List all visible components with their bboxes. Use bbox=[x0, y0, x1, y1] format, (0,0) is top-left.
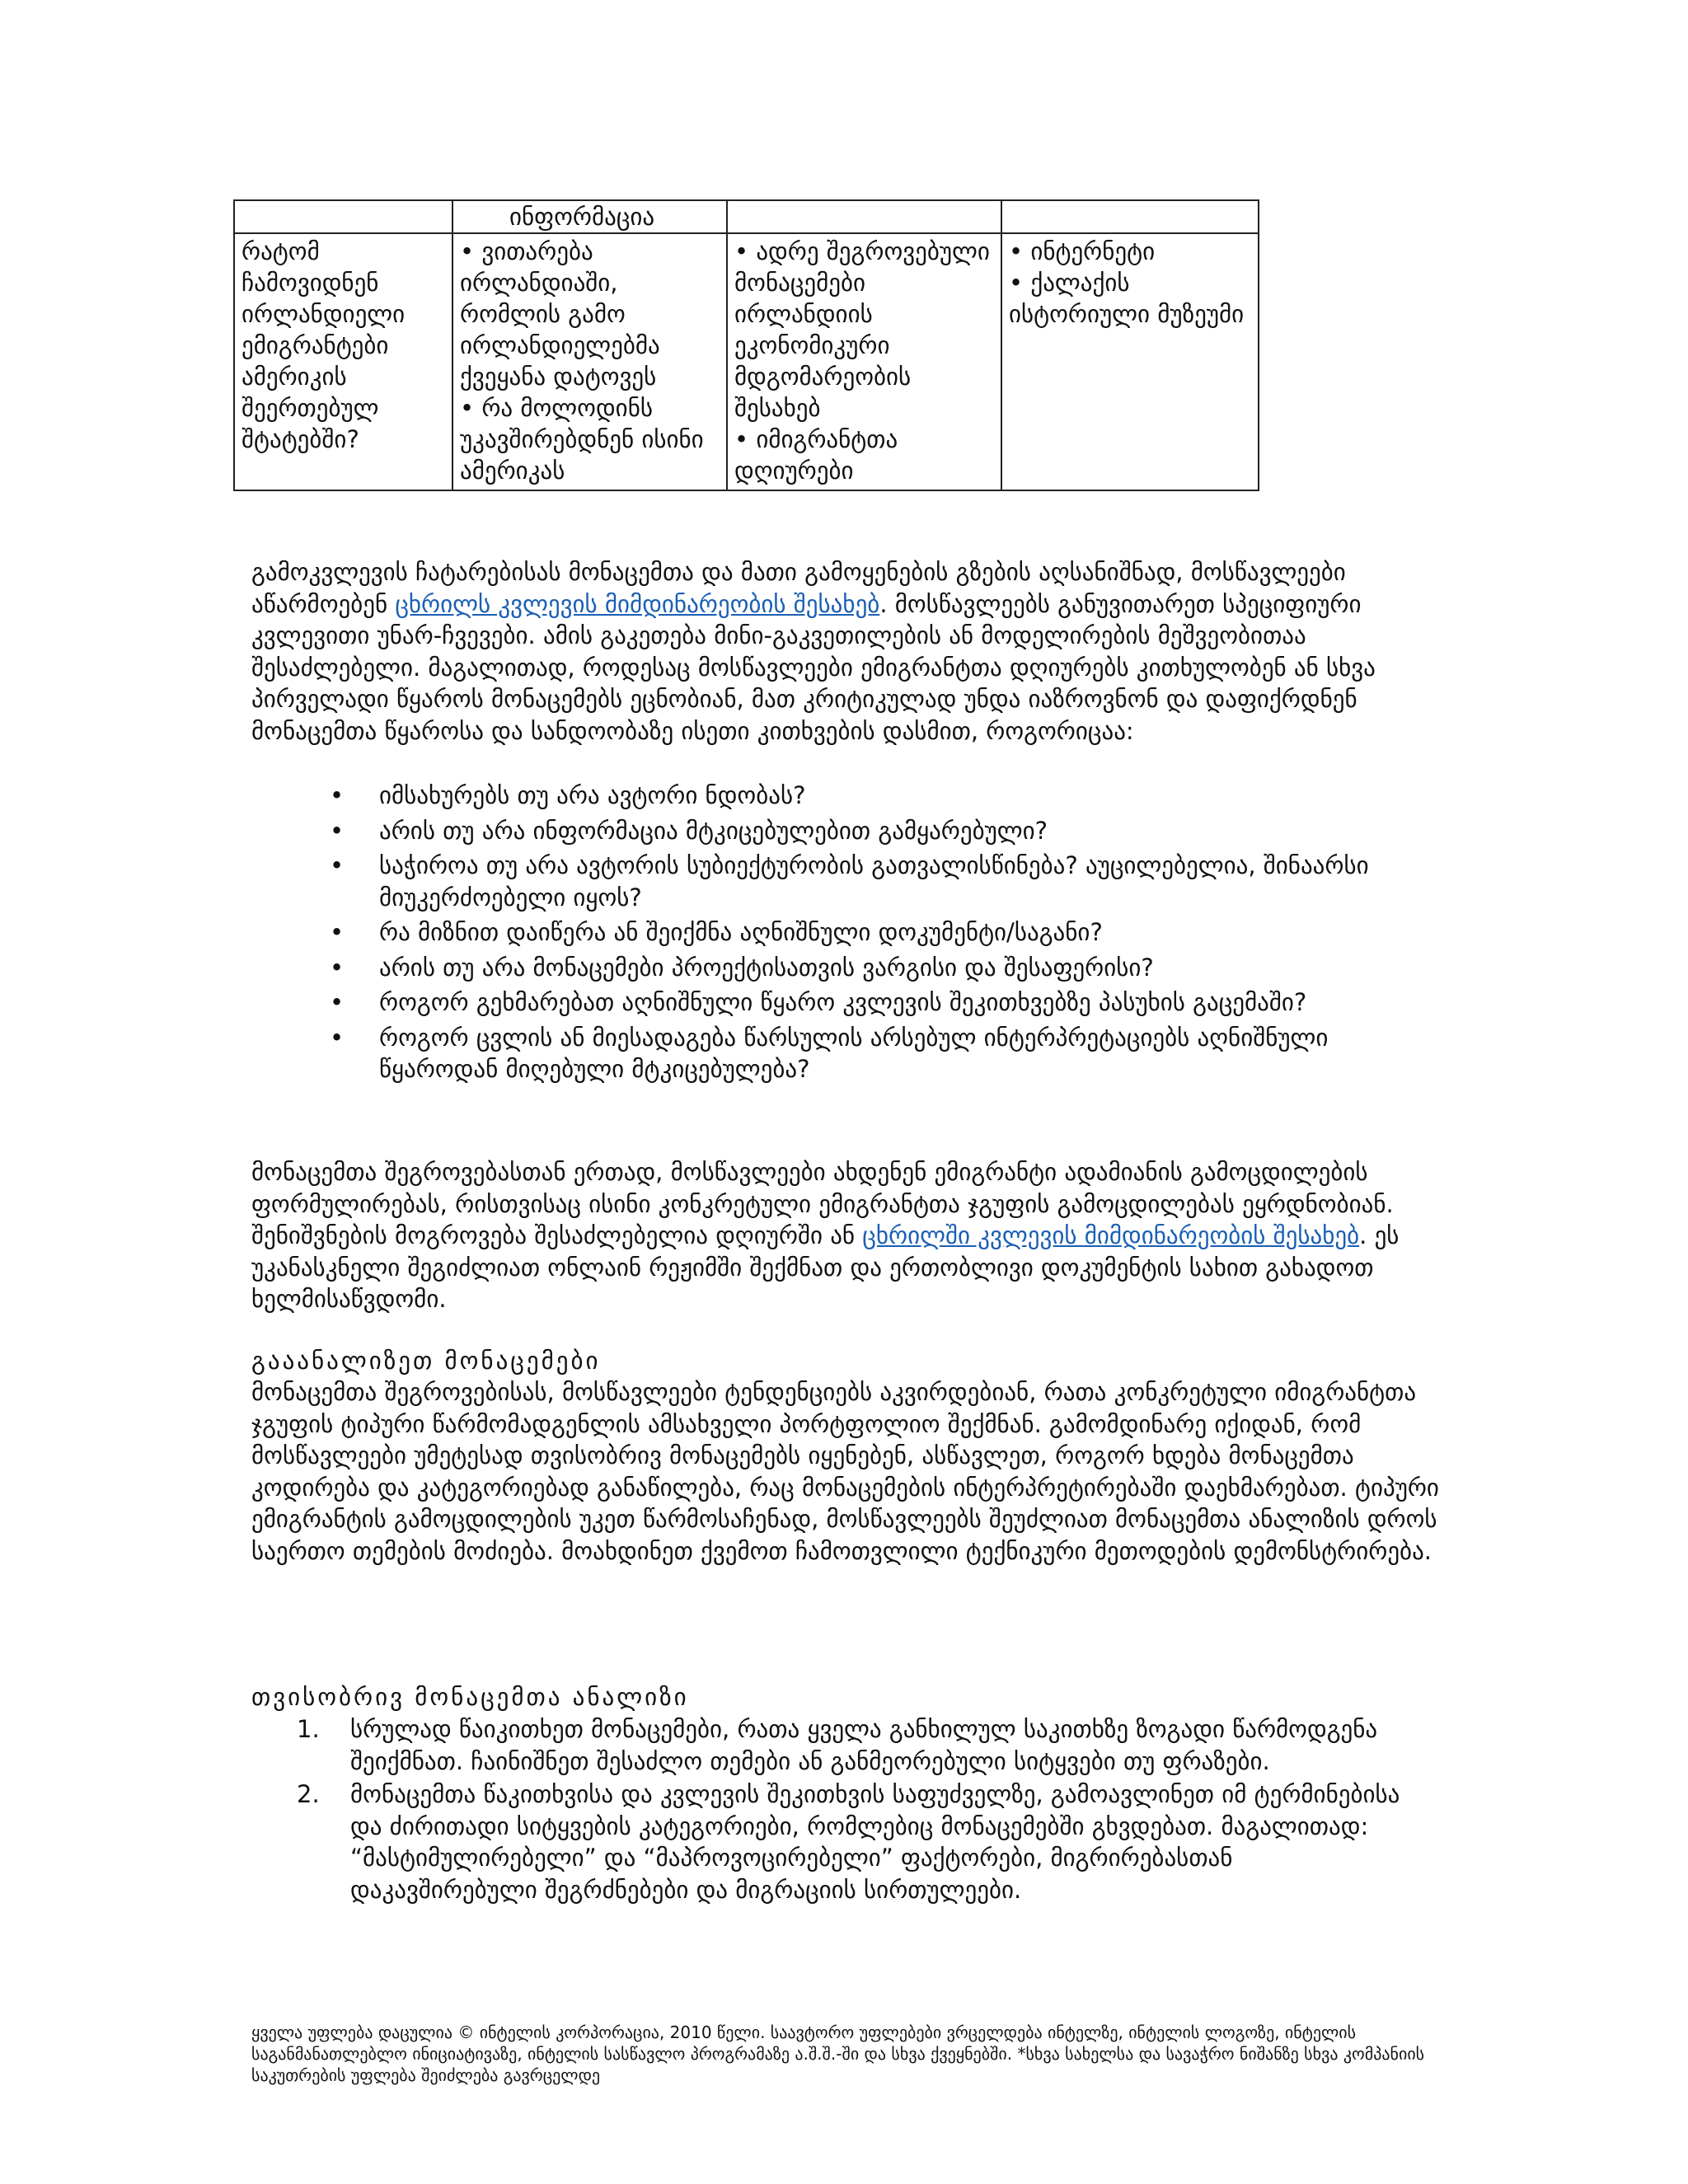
table-cell-data bbox=[727, 233, 1001, 490]
list-item bbox=[330, 916, 1418, 949]
analysis-steps bbox=[297, 1713, 1426, 1907]
bullet-icon: • bbox=[330, 953, 345, 982]
bullet-icon: • bbox=[330, 816, 345, 845]
question-text: რატომ ჩამოვიდნენ ირლანდიელი ემიგრანტები ამერიკის შეერთებულ შტატებში? bbox=[241, 237, 406, 453]
paragraph-analyze bbox=[251, 1376, 1447, 1567]
step-text: მონაცემთა წაკითხვისა და კვლევის შეკითხვის საფუძველზე, გამოავლინეთ იმ ტერმინებისა და ძირითადი სიტყვების კატეგორიები, რომლებიც მონაცემებში გხვდებათ. მაგალითად: “მასტიმულირებელი” და “მაპროვოცირებელი” ფაქტორები, მიგრირებასთან დაკავშირებული შეგრძნებები და მიგრაციის სირთულეები. bbox=[350, 1780, 1400, 1904]
bullet-icon: • bbox=[330, 851, 345, 879]
table-row bbox=[234, 233, 1259, 490]
step-number: 2. bbox=[297, 1780, 320, 1808]
bullet-icon: • bbox=[330, 988, 345, 1016]
list-item bbox=[297, 1713, 1426, 1777]
source-line: • ინტერნეტი bbox=[1009, 237, 1156, 265]
source-evaluation-questions bbox=[330, 780, 1418, 1089]
research-table bbox=[233, 199, 1259, 491]
research-progress-table-link[interactable]: ცხრილს კვლევის მიმდინარეობის შესახებ bbox=[395, 589, 880, 618]
research-progress-table-link-2[interactable]: ცხრილში კვლევის მიმდინარეობის შესახებ bbox=[862, 1221, 1360, 1249]
section-heading-analyze: გააანალიზეთ მონაცემები bbox=[251, 1347, 601, 1375]
copyright-footer: ყველა უფლება დაცულია © ინტელის კორპორაცია, 2010 წელი. საავტორო უფლებები ვრცელდება ინტელზე, ინტელის ლოგოზე, ინტელის საგანმანათლებლო ინიციატივაზე, ინტელის სასწავლო პროგრამაზე ა.შ.შ.-ში და სხვა ქვეყნებში. *სხვა სახელსა და სავაჭრო ნიშანზე სხვა კომპანიის საკუთრების უფლება შეიძლება გავრცელდე bbox=[251, 2022, 1425, 2085]
table-cell-empty bbox=[234, 200, 452, 233]
table-cell-empty bbox=[727, 200, 1001, 233]
data-line: • იმიგრანტთა დღიურები bbox=[734, 425, 898, 485]
list-item-text: არის თუ არა მონაცემები პროექტისათვის ვარგისი და შესაფერისი? bbox=[379, 953, 1154, 982]
source-line: • ქალაქის ისტორიული მუზეუმი bbox=[1009, 269, 1245, 328]
paragraph-text: მონაცემთა შეგროვებისას, მოსწავლეები ტენდენციებს აკვირდებიან, რათა კონკრეტული იმიგრანტთა ჯგუფის ტიპური წარმომადგენლის ამსახველი პორტფოლიო შექმნან. გამომდინარე იქიდან, რომ მოსწავლეები უმეტესად თვისობრივ მონაცემებს იყენებენ, ასწავლეთ, როგორ ხდება მონაცემთა კოდირება და კატეგორიებად განაწილება, რაც მონაცემების ინტერპრეტირებაში დაეხმარებათ. ტიპური ემიგრანტის გამოცდილების უკეთ წარმოსაჩენად, მოსწავლეებს შეუძლიათ მონაცემთა ანალიზის დროს საერთო თემების მოძიება. მოახდინეთ ქვემოთ ჩამოთვლილი ტექნიკური მეთოდების დემონსტრირება. bbox=[251, 1378, 1439, 1565]
list-item bbox=[330, 780, 1418, 812]
list-item bbox=[297, 1779, 1426, 1905]
table-header-label: ინფორმაცია bbox=[509, 203, 655, 231]
bullet-icon: • bbox=[330, 1023, 345, 1052]
paragraph-collection bbox=[251, 1156, 1447, 1315]
list-item bbox=[330, 1022, 1418, 1085]
paragraph-text: . ეს უკანასკნელი შეგიძლიათ ონლაინ რეჟიმში შექმნათ და ერთობლივი დოკუმენტის სახით გახადოთ ხელმისაწვდომი. bbox=[251, 1221, 1400, 1313]
list-item-text: არის თუ არა ინფორმაცია მტკიცებულებით გამყარებული? bbox=[379, 816, 1048, 845]
list-item-text: საჭიროა თუ არა ავტორის სუბიექტურობის გათვალისწინება? აუცილებელია, შინაარსი მიუკერძოებელი იყოს? bbox=[379, 851, 1369, 912]
table-cell-header bbox=[452, 200, 727, 233]
table-cell-empty bbox=[1001, 200, 1259, 233]
table-cell-question bbox=[234, 233, 452, 490]
data-line: • ადრე შეგროვებული მონაცემები ირლანდიის ეკონომიკური მდგომარეობის შესახებ bbox=[734, 237, 990, 422]
list-item-text: იმსახურებს თუ არა ავტორი ნდობას? bbox=[379, 781, 806, 809]
list-item bbox=[330, 815, 1418, 847]
table-cell-sources bbox=[1001, 233, 1259, 490]
paragraph-text: . მოსწავლეებს განუვითარეთ სპეციფიური კვლევითი უნარ-ჩვევები. ამის გაკეთება მინი-გაკვეთილების ან მოდელირების მეშვეობითაა შესაძლებელი. მაგალითად, როდესაც მოსწავლეები ემიგრანტთა დღიურებს კითხულობენ ან სხვა პირველადი წყაროს მონაცემებს ეცნობიან, მათ კრიტიკულად უნდა იაზროვნონ და დაფიქრდნენ მონაცემთა წყაროსა და სანდოობაზე ისეთი კითხვების დასმით, როგორიცაა: bbox=[251, 589, 1376, 745]
paragraph-text: მონაცემთა შეგროვებასთან ერთად, მოსწავლეები ახდენენ ემიგრანტი ადამიანის გამოცდილების ფორმულირებას, რისთვისაც ისინი კონკრეტული ემიგრანტთა ჯგუფის გამოცდილებას ეყრდნობიან. შენიშვნების მოგროვება შესაძლებელია დღიურში ან bbox=[251, 1158, 1394, 1249]
list-item-text: როგორ გეხმარებათ აღნიშნული წყარო კვლევის შეკითხვებზე პასუხის გაცემაში? bbox=[379, 988, 1307, 1016]
section-heading-qualitative: თვისობრივ მონაცემთა ანალიზი bbox=[251, 1683, 689, 1711]
list-item bbox=[330, 850, 1418, 913]
bullet-icon: • bbox=[330, 781, 345, 809]
paragraph-text: გამოკვლევის ჩატარებისას მონაცემთა და მათი გამოყენების გზების აღსანიშნად, მოსწავლეები აწარმოებენ bbox=[251, 558, 1346, 618]
bullet-icon: • bbox=[330, 918, 345, 946]
info-line: • რა მოლოდინს უკავშირებდნენ ისინი ამერიკას bbox=[460, 394, 704, 485]
list-item-text: რა მიზნით დაიწერა ან შეიქმნა აღნიშნული დოკუმენტი/საგანი? bbox=[379, 918, 1103, 946]
table-cell-info bbox=[452, 233, 727, 490]
info-line: • ვითარება ირლანდიაში, რომლის გამო ირლანდიელებმა ქვეყანა დატოვეს bbox=[460, 237, 660, 391]
step-number: 1. bbox=[297, 1715, 320, 1743]
list-item bbox=[330, 952, 1418, 984]
list-item-text: როგორ ცვლის ან მიესადაგება წარსულის არსებულ ინტერპრეტაციებს აღნიშნული წყაროდან მიღებული მტკიცებულება? bbox=[379, 1023, 1329, 1083]
paragraph-intro bbox=[251, 556, 1447, 747]
list-item bbox=[330, 987, 1418, 1019]
step-text: სრულად წაიკითხეთ მონაცემები, რათა ყველა განხილულ საკითხზე ზოგადი წარმოდგენა შეიქმნათ. ჩაინიშნეთ შესაძლო თემები ან განმეორებული სიტყვები თუ ფრაზები. bbox=[350, 1715, 1378, 1775]
table-top-row bbox=[234, 200, 1259, 233]
